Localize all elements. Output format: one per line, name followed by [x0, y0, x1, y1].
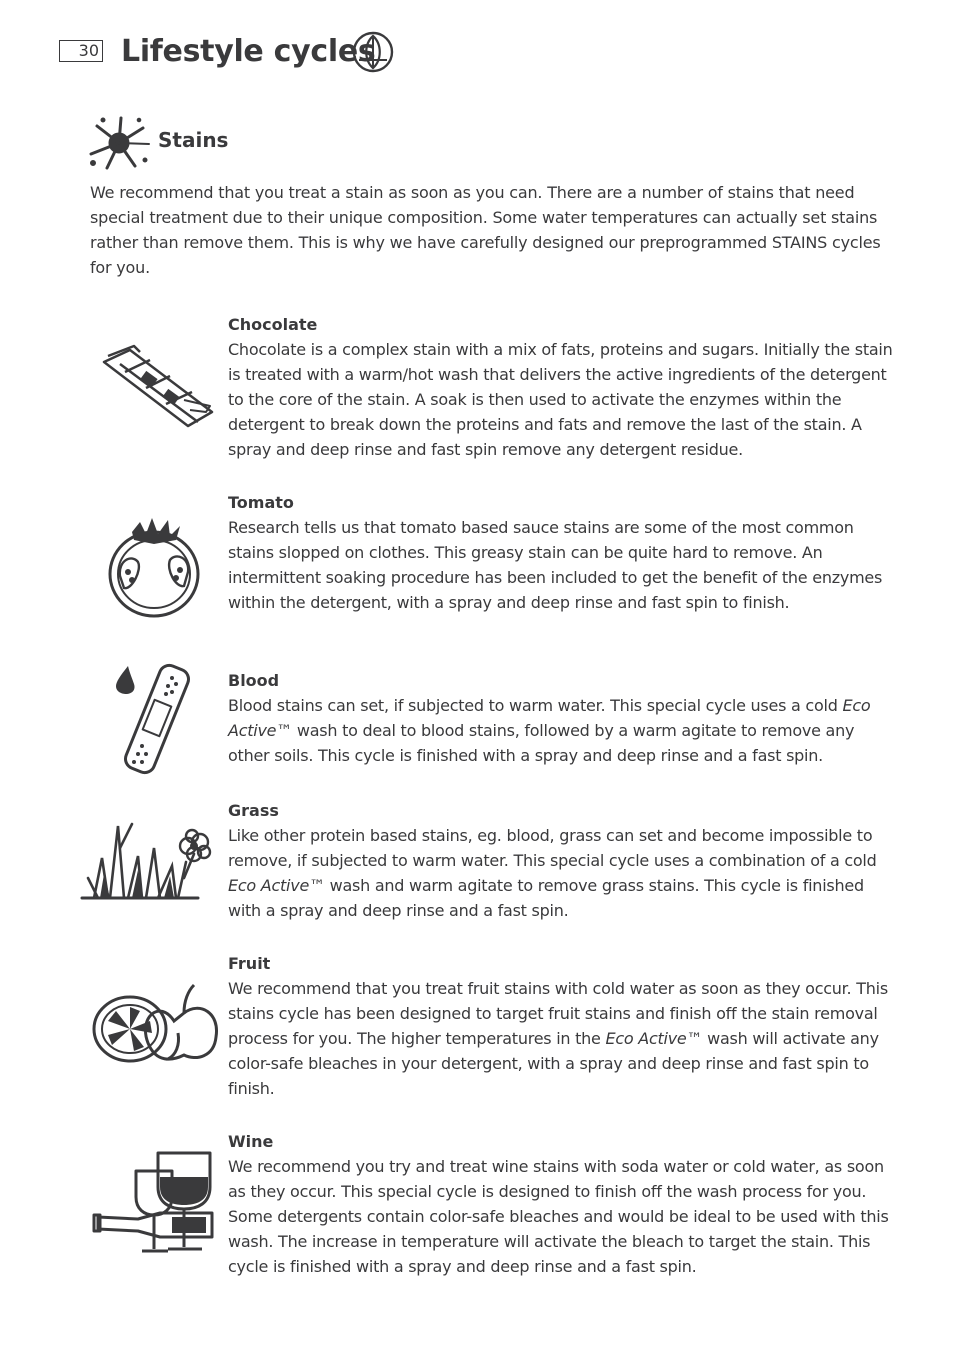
stain-description: [228, 337, 896, 462]
description-text: Research tells us that tomato based sauce stains are some of the most common stains slopped on clothes. This greasy stain can be quite hard to remove. An intermittent soaking procedure has been included to get the benefit of the enzymes within the detergent, with a spray and deep rinse and fast spin to finish.: [228, 518, 883, 612]
grass-icon: [80, 818, 220, 902]
stain-description: [228, 976, 896, 1101]
lifestyle-cycle-icon: [351, 30, 395, 74]
description-text: We recommend that you treat fruit stains with cold water as soon as they occur. This stains cycle has been designed to target fruit stains and finish off the stain removal process for you. The higher temperatures in the: [228, 979, 888, 1048]
stain-title: Tomato: [228, 493, 294, 512]
stain-description: [228, 515, 896, 615]
description-text: We recommend you try and treat wine stains with soda water or cold water, as soon as they occur. This special cycle is designed to finish off the wash process for you. Some detergents contain color-safe bleaches and would be ideal to be used with this wash. The increase in temperature will activate the bleach to target the stain. This cycle is finished with a spray and deep rinse and a fast spin.: [228, 1157, 889, 1276]
bandage-icon: [80, 662, 220, 776]
stain-title: Blood: [228, 671, 280, 690]
stain-description: [228, 1154, 896, 1279]
stain-title: Chocolate: [228, 315, 318, 334]
description-text: ™ wash to deal to blood stains, followed by a warm agitate to remove any other soils. This cycle is finished with a spray and deep rinse and a fast spin.: [228, 721, 855, 765]
stain-title: Wine: [228, 1132, 274, 1151]
stain-description: [228, 693, 896, 768]
description-text: Chocolate is a complex stain with a mix of fats, proteins and sugars. Initially the stain is treated with a warm/hot wash that delivers the active ingredients of the detergent to the core of the stain. A soak is then used to activate the enzymes within the detergent to break down the proteins and fats and remove the last of the stain. A spray and deep rinse and fast spin remove any detergent residue.: [228, 340, 893, 459]
description-text: Blood stains can set, if subjected to warm water. This special cycle uses a cold: [228, 696, 843, 715]
page-title: Lifestyle cycles: [121, 34, 376, 69]
wine-glasses-icon: [80, 1147, 220, 1255]
chocolate-bar-icon: [80, 344, 220, 428]
page-number: 30: [59, 40, 103, 62]
description-text: ™ wash will activate any color-safe bleaches in your detergent, with a spray and deep rinse and fast spin to finish.: [228, 1029, 879, 1098]
section-heading: Stains: [158, 128, 229, 152]
stain-title: Grass: [228, 801, 279, 820]
description-text: ™ wash and warm agitate to remove grass stains. This cycle is finished with a spray and deep rinse and a fast spin.: [228, 876, 864, 920]
product-name-text: Eco Active: [228, 696, 871, 740]
product-name-text: Eco Active: [605, 1029, 687, 1048]
section-intro: We recommend that you treat a stain as soon as you can. There are a number of stains that need special treatment due to their unique composition. Some water temperatures can actually set stains rather than remove them. This is why we have carefully designed our preprogrammed STAINS cycles for you.: [90, 183, 881, 277]
tomato-icon: [80, 512, 220, 622]
description-text: Like other protein based stains, eg. blood, grass can set and become impossible to remove, if subjected to warm water. This special cycle uses a combination of a cold: [228, 826, 877, 870]
fruit-icon: [80, 981, 220, 1067]
product-name-text: Eco Active: [228, 876, 310, 895]
stain-title: Fruit: [228, 954, 271, 973]
stain-description: [228, 823, 896, 923]
stain-splat-icon: [87, 116, 151, 170]
